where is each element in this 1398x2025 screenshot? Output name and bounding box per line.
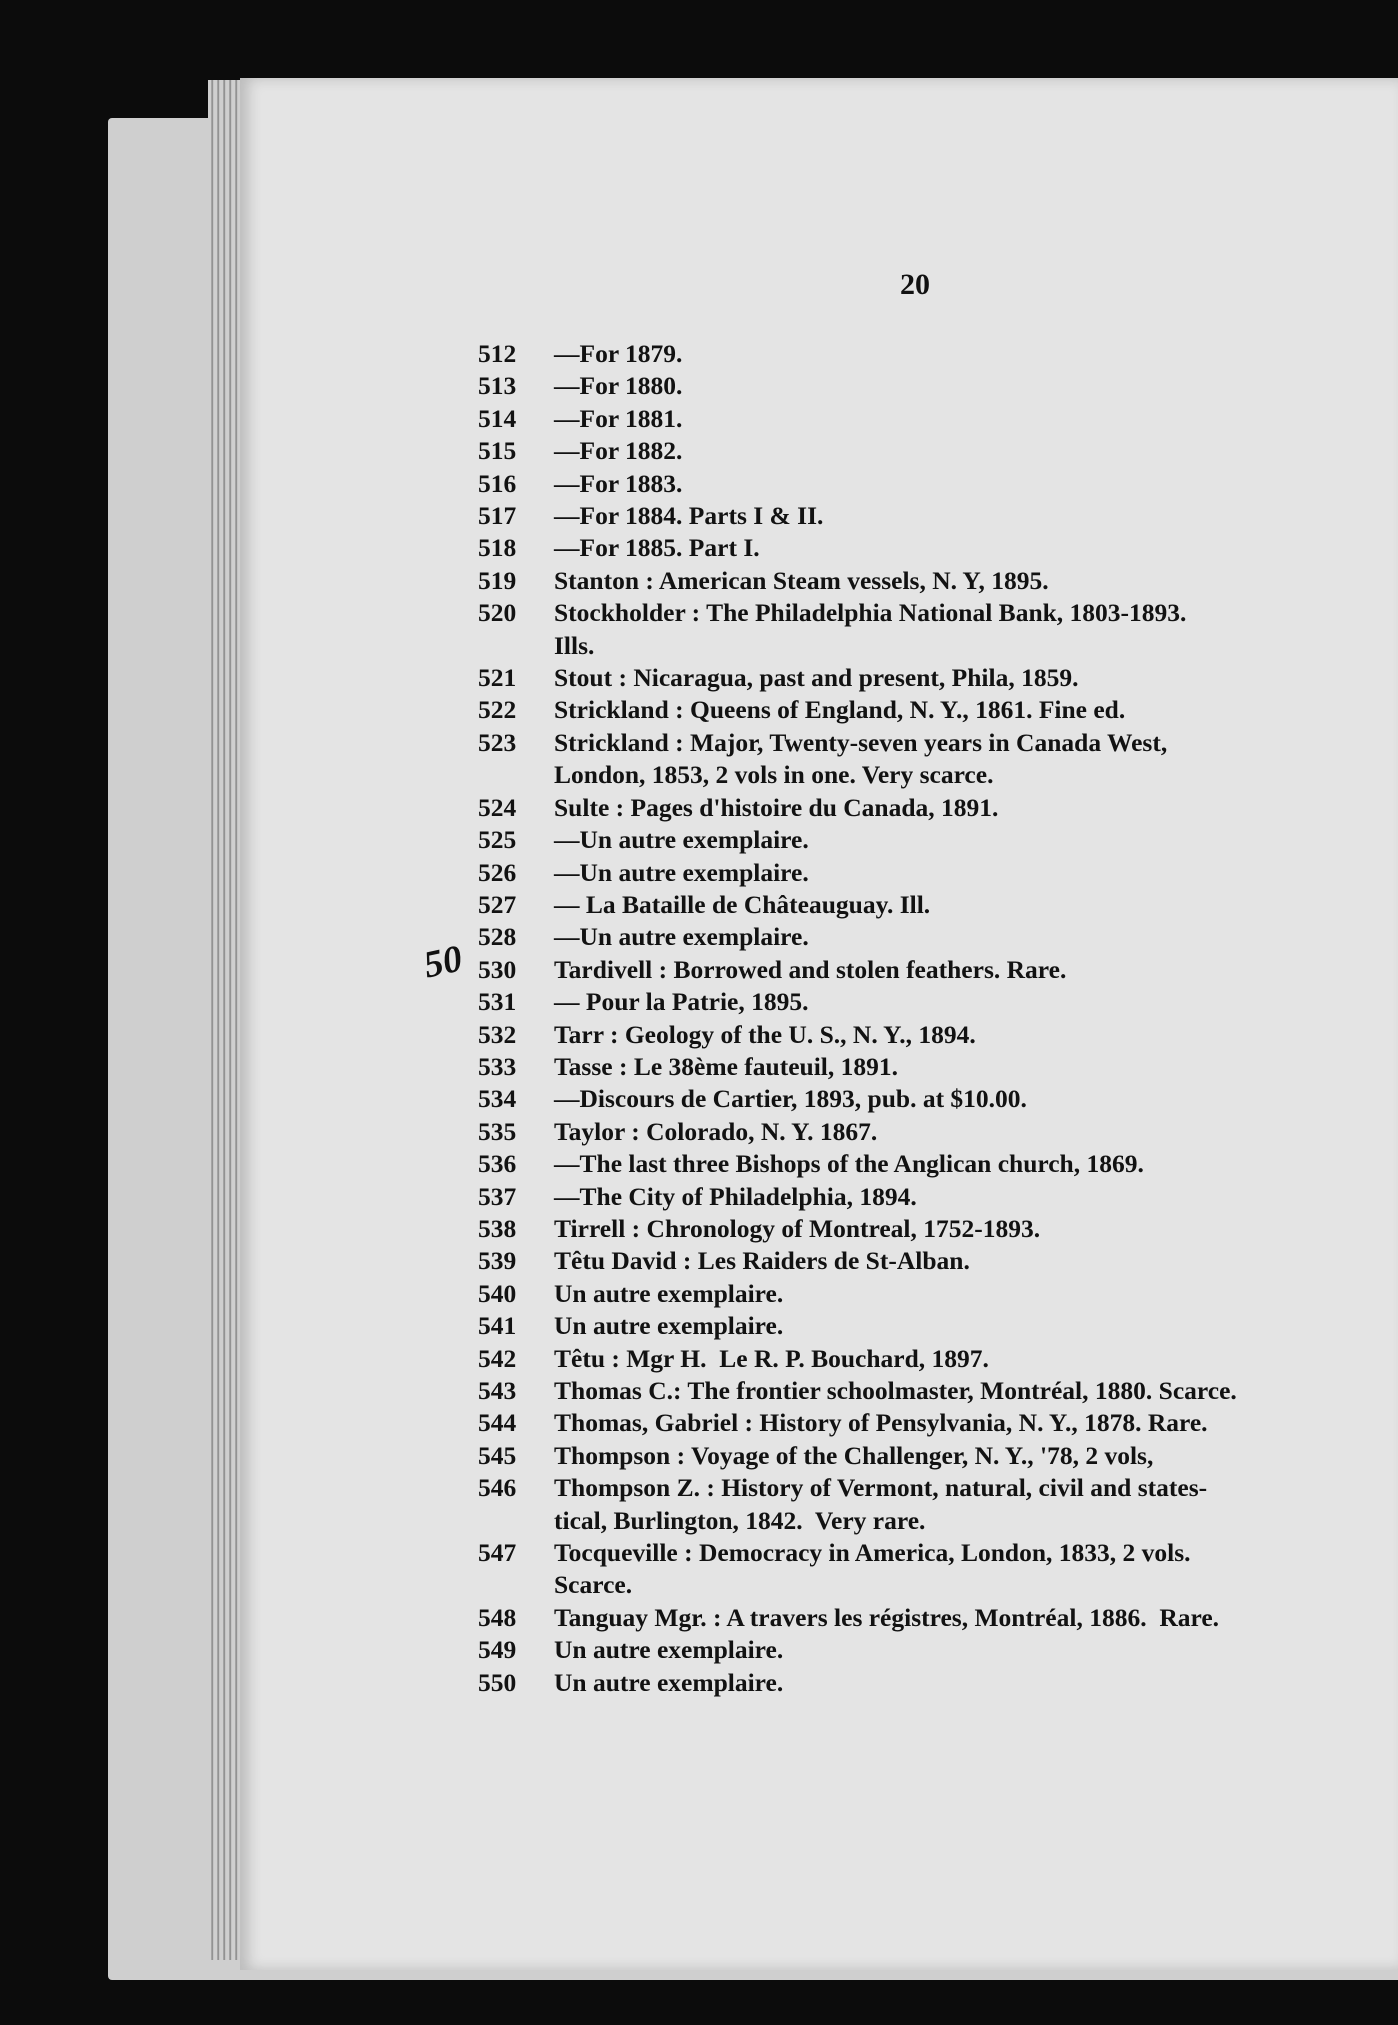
entry-number: 522 bbox=[478, 695, 517, 725]
entry-text: Tirrell : Chronology of Montreal, 1752-1893. bbox=[554, 1213, 1041, 1243]
entry-text: —For 1881. bbox=[554, 403, 683, 433]
entry-text: —Un autre exemplaire. bbox=[554, 857, 809, 887]
catalogue-entry bbox=[478, 1148, 1378, 1180]
entry-text: Têtu : Mgr H. Le R. P. Bouchard, 1897. bbox=[554, 1343, 989, 1373]
entry-number: 550 bbox=[478, 1667, 517, 1697]
entry-text: Thomas C.: The frontier schoolmaster, Montréal, 1880. Scarce. bbox=[554, 1376, 1237, 1405]
entry-number: 521 bbox=[478, 663, 517, 693]
entry-text: Stout : Nicaragua, past and present, Phila, 1859. bbox=[554, 663, 1079, 693]
entry-text: Thomas, Gabriel : History of Pensylvania, N. Y., 1878. Rare. bbox=[554, 1408, 1208, 1438]
entry-number: 549 bbox=[478, 1635, 517, 1665]
catalogue-entry bbox=[478, 1440, 1378, 1472]
entry-number: 514 bbox=[478, 403, 517, 433]
entry-text: Thompson : Voyage of the Challenger, N. Y., '78, 2 vols, bbox=[554, 1440, 1154, 1470]
catalogue-entry bbox=[478, 986, 1378, 1018]
entry-number: 512 bbox=[478, 339, 517, 368]
entry-text: Tarr : Geology of the U. S., N. Y., 1894. bbox=[554, 1019, 976, 1049]
entry-text: —The City of Philadelphia, 1894. bbox=[554, 1181, 917, 1211]
entry-text: Tocqueville : Democracy in America, London, 1833, 2 vols. Scarce. bbox=[554, 1538, 1191, 1600]
entry-number: 548 bbox=[478, 1602, 517, 1632]
entry-text: —Discours de Cartier, 1893, pub. at $10.00. bbox=[554, 1084, 1027, 1114]
catalogue-entry bbox=[478, 1116, 1378, 1148]
entry-text: Un autre exemplaire. bbox=[554, 1278, 784, 1308]
catalogue-entry bbox=[478, 1634, 1378, 1666]
entry-number: 523 bbox=[478, 727, 517, 757]
catalogue-entry bbox=[478, 435, 1378, 467]
catalogue-entry bbox=[478, 565, 1378, 597]
entry-number: 531 bbox=[478, 987, 517, 1017]
catalogue-entry bbox=[478, 468, 1378, 500]
catalogue-entry bbox=[478, 1245, 1378, 1277]
catalogue-entry bbox=[478, 1472, 1378, 1537]
catalogue-entry bbox=[478, 824, 1378, 856]
catalogue-entry bbox=[478, 370, 1378, 402]
entry-text: — Pour la Patrie, 1895. bbox=[554, 987, 809, 1017]
catalogue-entry bbox=[478, 597, 1378, 662]
entry-number: 530 bbox=[478, 954, 517, 984]
catalogue-entry bbox=[478, 857, 1378, 889]
catalogue-entry bbox=[478, 792, 1378, 824]
entry-number: 542 bbox=[478, 1343, 517, 1373]
catalogue-entry bbox=[478, 694, 1378, 726]
catalogue-entry bbox=[478, 1083, 1378, 1115]
entry-number: 544 bbox=[478, 1408, 517, 1438]
page-number: 20 bbox=[900, 268, 930, 301]
entry-text: Tanguay Mgr. : A travers les régistres, Montréal, 1886. Rare. bbox=[554, 1602, 1220, 1632]
entry-number: 533 bbox=[478, 1051, 517, 1081]
entry-number: 543 bbox=[478, 1376, 517, 1405]
entry-number: 536 bbox=[478, 1149, 517, 1179]
catalogue-entries bbox=[478, 338, 1378, 1699]
margin-annotation: 50 bbox=[420, 937, 466, 987]
catalogue-entry bbox=[478, 727, 1378, 792]
entry-text: Thompson Z. : History of Vermont, natural, civil and states- tical, Burlington, 1842. Very rare. bbox=[554, 1473, 1208, 1535]
entry-text: Taylor : Colorado, N. Y. 1867. bbox=[554, 1116, 878, 1146]
entry-text: —The last three Bishops of the Anglican church, 1869. bbox=[554, 1149, 1144, 1179]
catalogue-entry bbox=[478, 1051, 1378, 1083]
entry-text: Stanton : American Steam vessels, N. Y, 1895. bbox=[554, 565, 1049, 595]
catalogue-entry bbox=[478, 889, 1378, 921]
entry-number: 546 bbox=[478, 1473, 517, 1503]
entry-number: 541 bbox=[478, 1311, 517, 1341]
entry-number: 537 bbox=[478, 1181, 517, 1211]
catalogue-entry bbox=[478, 1602, 1378, 1634]
catalogue-entry bbox=[478, 1181, 1378, 1213]
catalogue-entry bbox=[478, 1537, 1378, 1602]
entry-text: Un autre exemplaire. bbox=[554, 1635, 784, 1665]
entry-text: —Un autre exemplaire. bbox=[554, 825, 809, 855]
entry-number: 528 bbox=[478, 922, 517, 952]
entry-text: —For 1882. bbox=[554, 436, 683, 466]
catalogue-entry bbox=[478, 338, 1378, 370]
catalogue-entry bbox=[478, 403, 1378, 435]
catalogue-entry bbox=[478, 921, 1378, 953]
entry-number: 517 bbox=[478, 501, 517, 531]
entry-number: 525 bbox=[478, 825, 517, 855]
entry-text: Strickland : Major, Twenty-seven years in Canada West, London, 1853, 2 vols in one. Very scarce. bbox=[554, 727, 1168, 790]
entry-text: —For 1885. Part I. bbox=[554, 533, 760, 563]
catalogue-entry bbox=[478, 1278, 1378, 1310]
entry-number: 526 bbox=[478, 857, 517, 887]
entry-text: Stockholder : The Philadelphia National Bank, 1803-1893. Ills. bbox=[554, 598, 1187, 660]
entry-number: 547 bbox=[478, 1538, 517, 1568]
entry-text: Un autre exemplaire. bbox=[554, 1667, 784, 1697]
catalogue-entry bbox=[478, 1019, 1378, 1051]
entry-text: —Un autre exemplaire. bbox=[554, 922, 809, 952]
entry-text: Tasse : Le 38ème fauteuil, 1891. bbox=[554, 1051, 898, 1081]
entry-number: 538 bbox=[478, 1213, 517, 1243]
catalogue-entry bbox=[478, 1343, 1378, 1375]
entry-text: —For 1884. Parts I & II. bbox=[554, 501, 824, 531]
entry-text: Tardivell : Borrowed and stolen feathers. Rare. bbox=[554, 954, 1067, 984]
entry-number: 524 bbox=[478, 792, 517, 822]
entry-text: — La Bataille de Châteauguay. Ill. bbox=[554, 889, 931, 919]
entry-number: 535 bbox=[478, 1116, 517, 1146]
entry-number: 515 bbox=[478, 436, 517, 466]
entry-number: 540 bbox=[478, 1278, 517, 1308]
catalogue-entry bbox=[478, 1375, 1378, 1407]
entry-number: 545 bbox=[478, 1440, 517, 1470]
entry-number: 527 bbox=[478, 889, 517, 919]
catalogue-entry bbox=[478, 532, 1378, 564]
catalogue-entry bbox=[478, 1667, 1378, 1699]
entry-number: 534 bbox=[478, 1084, 517, 1114]
entry-number: 520 bbox=[478, 598, 517, 628]
catalogue-entry bbox=[478, 662, 1378, 694]
entry-text: Sulte : Pages d'histoire du Canada, 1891. bbox=[554, 792, 999, 822]
catalogue-entry bbox=[478, 1407, 1378, 1439]
entry-number: 539 bbox=[478, 1246, 517, 1276]
entry-number: 518 bbox=[478, 533, 517, 563]
catalogue-entry bbox=[478, 954, 1378, 986]
catalogue-entry bbox=[478, 500, 1378, 532]
entry-text: Un autre exemplaire. bbox=[554, 1311, 784, 1341]
catalogue-entry bbox=[478, 1213, 1378, 1245]
entry-text: Têtu David : Les Raiders de St-Alban. bbox=[554, 1246, 970, 1276]
entry-text: —For 1883. bbox=[554, 468, 683, 498]
entry-text: —For 1879. bbox=[554, 339, 683, 368]
entry-text: —For 1880. bbox=[554, 371, 683, 401]
entry-number: 519 bbox=[478, 565, 517, 595]
entry-number: 532 bbox=[478, 1019, 517, 1049]
entry-text: Strickland : Queens of England, N. Y., 1861. Fine ed. bbox=[554, 695, 1126, 725]
entry-number: 516 bbox=[478, 468, 517, 498]
entry-number: 513 bbox=[478, 371, 517, 401]
catalogue-entry bbox=[478, 1310, 1378, 1342]
